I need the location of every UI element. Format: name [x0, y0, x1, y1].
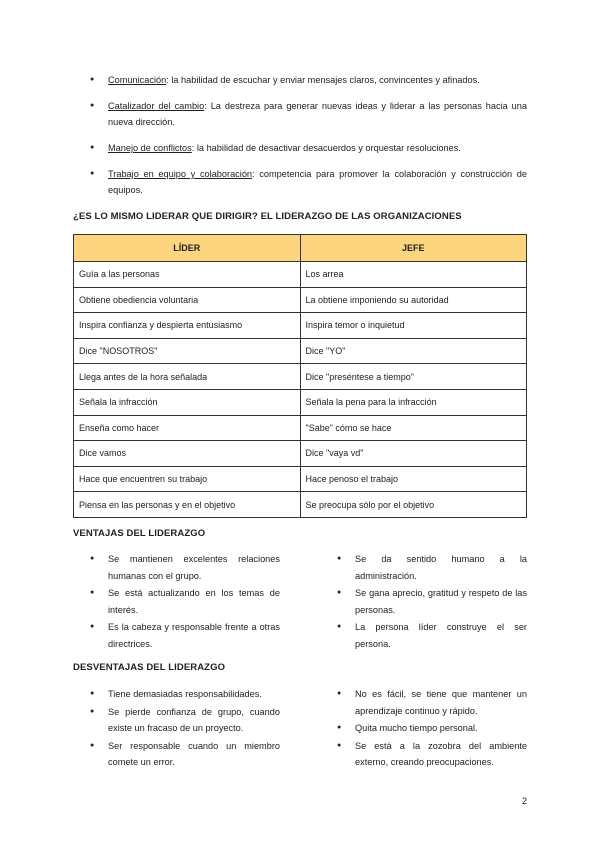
list-item: ● Tiene demasiadas responsabilidades. [90, 686, 280, 703]
table-row [74, 389, 527, 415]
desventajas-left-list [90, 686, 280, 772]
section-heading-ventajas: VENTAJAS DEL LIDERAZGO [73, 528, 206, 539]
list-item: ● Se está actualizando en los temas de interés. [90, 585, 280, 618]
table-row [74, 441, 527, 467]
list-item: ● Quita mucho tiempo personal. [337, 720, 527, 737]
cell-jefe: Dice "YO" [300, 338, 527, 364]
table-row [74, 466, 527, 492]
table-row [74, 415, 527, 441]
list-item [90, 98, 527, 130]
cell-jefe: La obtiene imponiendo su autoridad [300, 287, 527, 313]
cell-lider: Señala la infracción [74, 389, 301, 415]
table-row [74, 492, 527, 518]
list-item: ● La persona líder construye el ser persona. [337, 619, 527, 652]
list-item: ● No es fácil, se tiene que mantener un aprendizaje continuo y rápido. [337, 686, 527, 719]
column-header-lider: LÍDER [74, 235, 301, 262]
cell-lider: Guía a las personas [74, 262, 301, 288]
list-item: ● Se da sentido humano a la administración. [337, 551, 527, 584]
cell-lider: Inspira confianza y despierta entusiasmo [74, 313, 301, 339]
column-header-jefe: JEFE [300, 235, 527, 262]
list-item [90, 166, 527, 198]
bullet-text: : La destreza para generar nuevas ideas y liderar a las personas hacia una nueva dirección. [108, 101, 527, 127]
bullet-term: Trabajo en equipo y colaboración [108, 169, 253, 179]
bullet-term: Comunicación [108, 75, 167, 85]
table-row [74, 262, 527, 288]
cell-lider: Hace que encuentren su trabajo [74, 466, 301, 492]
list-item: ● Se mantienen excelentes relaciones humanas con el grupo. [90, 551, 280, 584]
ventajas-left-list [90, 551, 280, 653]
cell-lider: Enseña como hacer [74, 415, 301, 441]
desventajas-columns [90, 686, 527, 772]
list-item [90, 140, 527, 156]
cell-jefe: Se preocupa sólo por el objetivo [300, 492, 527, 518]
bullet-text: : la habilidad de desactivar desacuerdos y orquestar resoluciones. [191, 143, 461, 153]
skills-bullet-list [90, 72, 527, 208]
list-item: ● Se está a la zozobra del ambiente externo, creando preocupaciones. [337, 738, 527, 771]
table-row [74, 364, 527, 390]
cell-jefe: "Sabe" cómo se hace [300, 415, 527, 441]
leader-boss-table [73, 234, 527, 518]
table-row [74, 313, 527, 339]
list-item [90, 72, 527, 88]
cell-jefe: Los arrea [300, 262, 527, 288]
cell-jefe: Inspira temor o inquietud [300, 313, 527, 339]
list-item: ● Es la cabeza y responsable frente a otras directrices. [90, 619, 280, 652]
table-row [74, 338, 527, 364]
cell-lider: Dice "NOSOTROS" [74, 338, 301, 364]
ventajas-columns [90, 551, 527, 653]
table-header-row [74, 235, 527, 262]
section-heading-desventajas: DESVENTAJAS DEL LIDERAZGO [73, 662, 226, 673]
cell-jefe: Hace penoso el trabajo [300, 466, 527, 492]
list-item: ● Se pierde confianza de grupo, cuando existe un fracaso de un proyecto. [90, 704, 280, 737]
bullet-term: Catalizador del cambio [108, 101, 205, 111]
desventajas-right-list [337, 686, 527, 772]
bullet-term: Manejo de conflictos [108, 143, 192, 153]
bullet-text: : competencia para promover la colaboración y construcción de equipos. [108, 169, 527, 195]
cell-jefe: Señala la pena para la infracción [300, 389, 527, 415]
cell-lider: Piensa en las personas y en el objetivo [74, 492, 301, 518]
ventajas-right-list [337, 551, 527, 653]
list-item: ● Se gana aprecio, gratitud y respeto de las personas. [337, 585, 527, 618]
list-item: ● Ser responsable cuando un miembro comete un error. [90, 738, 280, 771]
cell-jefe: Dice "vaya vd" [300, 441, 527, 467]
cell-lider: Obtiene obediencia voluntaria [74, 287, 301, 313]
cell-lider: Dice vamos [74, 441, 301, 467]
cell-lider: Llega antes de la hora señalada [74, 364, 301, 390]
cell-jefe: Dice "preséntese a tiempo" [300, 364, 527, 390]
table-row [74, 287, 527, 313]
bullet-text: : la habilidad de escuchar y enviar mensajes claros, convincentes y afinados. [166, 75, 480, 85]
section-heading-lider-jefe: ¿ES LO MISMO LIDERAR QUE DIRIGIR? EL LIDERAZGO DE LAS ORGANIZACIONES [73, 211, 462, 222]
page-number: 2 [521, 796, 527, 806]
